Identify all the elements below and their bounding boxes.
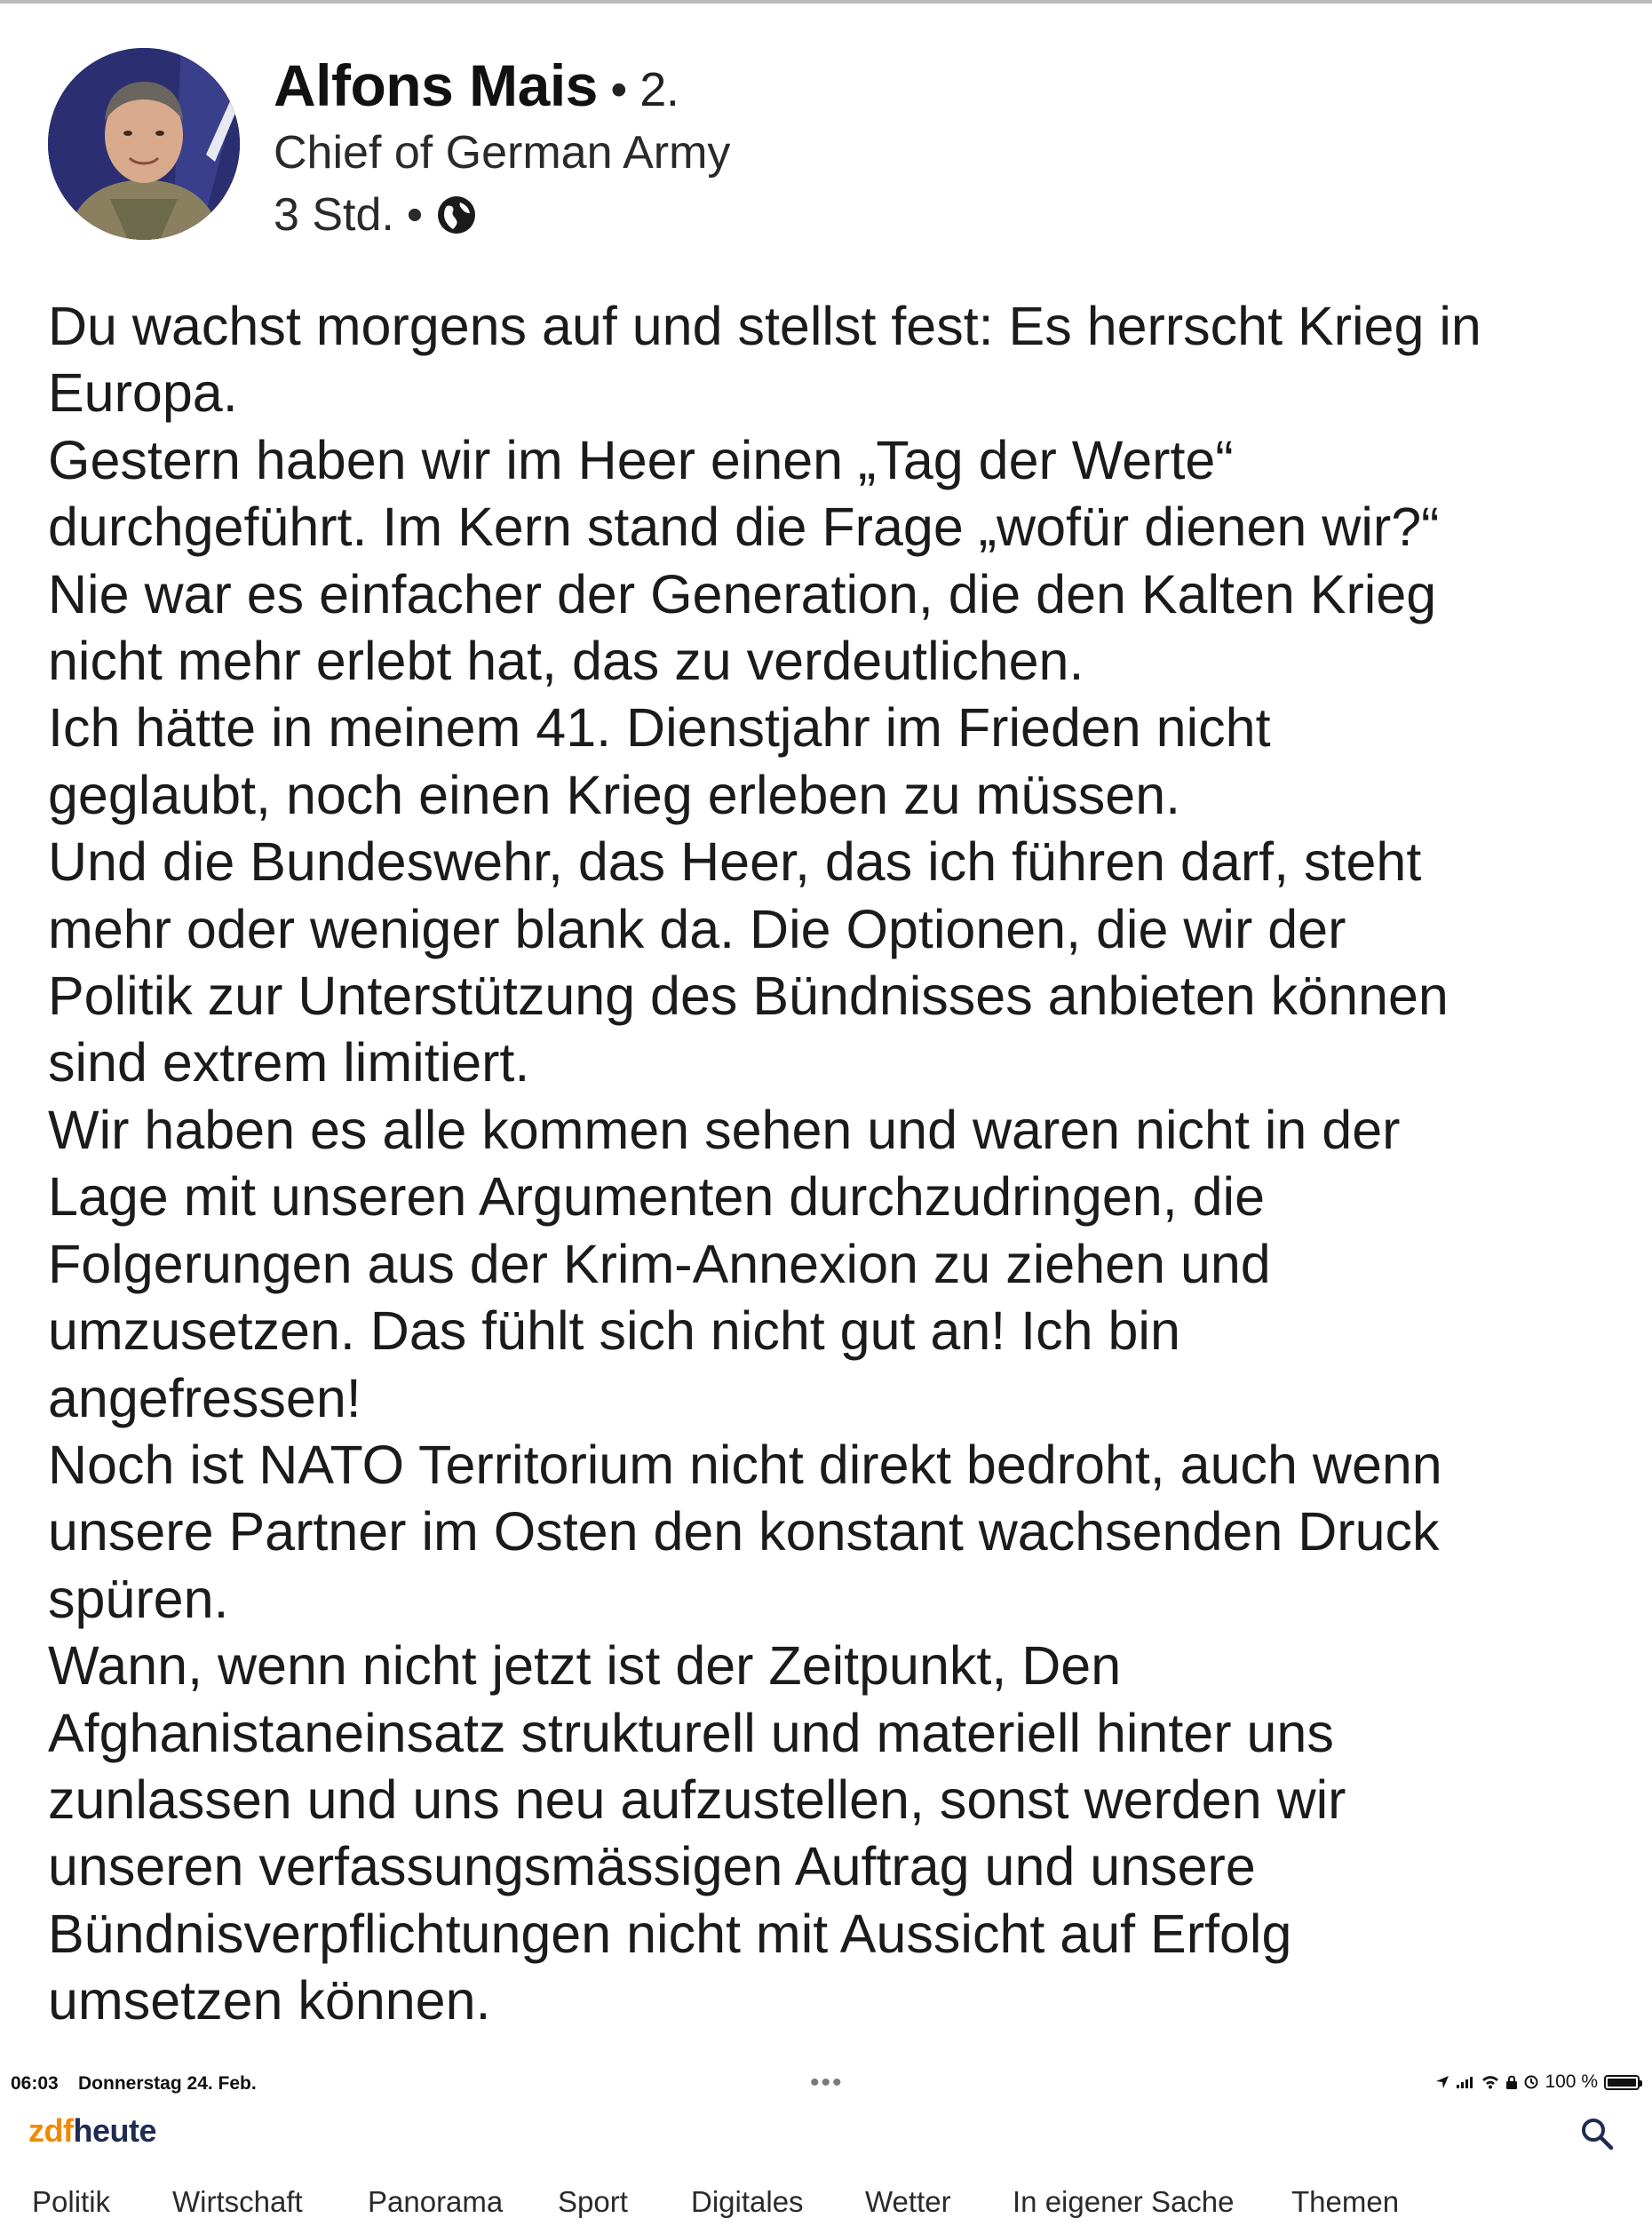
zdfheute-logo[interactable] — [28, 2112, 156, 2150]
post-text-line: Gestern haben wir im Heer einen „Tag der Werte“ — [48, 429, 1234, 490]
author-name[interactable] — [274, 52, 679, 119]
post-text — [48, 293, 1629, 2035]
author-avatar[interactable] — [48, 48, 240, 240]
nav-item-wirtschaft[interactable]: Wirtschaft — [172, 2185, 303, 2218]
author-name-text[interactable]: Alfons Mais — [274, 52, 598, 118]
post-text-line: unsere Partner im Osten den konstant wachsenden Druck — [48, 1501, 1440, 1562]
status-date: Donnerstag 24. Feb. — [78, 2073, 257, 2094]
post-text-line: Europa. — [48, 362, 238, 424]
post-text-line: sind extrem limitiert. — [48, 1032, 530, 1093]
lock-icon — [1505, 2075, 1518, 2089]
post-text-line: Ich hätte in meinem 41. Dienstjahr im Frieden nicht — [48, 697, 1271, 759]
post-text-line: umzusetzen. Das fühlt sich nicht gut an! Ich bin — [48, 1300, 1180, 1362]
top-divider — [0, 0, 1652, 4]
multitasking-dots-icon[interactable]: ••• — [810, 2068, 844, 2097]
nav-item-panorama[interactable]: Panorama — [368, 2185, 504, 2218]
post-text-line: Afghanistaneinsatz strukturell und materiell hinter uns — [48, 1702, 1334, 1763]
post-text-line: Wann, wenn nicht jetzt ist der Zeitpunkt, Den — [48, 1635, 1122, 1697]
search-icon[interactable] — [1579, 2116, 1615, 2151]
post-text-line: spüren. — [48, 1568, 229, 1629]
nav-item-politik[interactable]: Politik — [32, 2185, 111, 2218]
post-text-line: Politik zur Unterstützung des Bündnisses anbieten können — [48, 966, 1449, 1027]
author-headline: Chief of German Army — [274, 127, 731, 179]
post-text-line: umsetzen können. — [48, 1970, 491, 2031]
location-arrow-icon — [1435, 2075, 1449, 2089]
nav-item-themen[interactable]: Themen — [1291, 2185, 1400, 2218]
connection-degree: • 2. — [597, 63, 679, 116]
meta-separator: • — [406, 189, 424, 241]
alarm-icon — [1524, 2075, 1538, 2089]
post-text-line: nicht mehr erlebt hat, das zu verdeutlichen. — [48, 631, 1084, 692]
post-text-line: Bündnisverpflichtungen nicht mit Aussicht auf Erfolg — [48, 1903, 1292, 1964]
post-text-line: unseren verfassungsmässigen Auftrag und unsere — [48, 1836, 1256, 1897]
post-text-line: durchgeführt. Im Kern stand die Frage „wofür dienen wir?“ — [48, 497, 1440, 558]
logo-heute: heute — [73, 2112, 156, 2149]
status-indicators — [1435, 2071, 1640, 2093]
wifi-icon — [1481, 2075, 1499, 2089]
post-text-line: angefressen! — [48, 1367, 361, 1428]
nav-item-wetter[interactable]: Wetter — [865, 2185, 951, 2218]
post-text-line: Nie war es einfacher der Generation, die den Kalten Krieg — [48, 563, 1437, 624]
logo-zdf: zdf — [28, 2112, 74, 2149]
battery-percentage: 100 % — [1545, 2071, 1598, 2092]
post-text-line: Und die Bundeswehr, das Heer, das ich führen darf, steht — [48, 831, 1422, 893]
nav-item-digitales[interactable]: Digitales — [691, 2185, 804, 2218]
post-text-line: Wir haben es alle kommen sehen und waren nicht in der — [48, 1099, 1401, 1160]
post-text-line: Folgerungen aus der Krim-Annexion zu ziehen und — [48, 1233, 1271, 1294]
post-time: 3 Std. — [274, 189, 394, 241]
post-text-line: Du wachst morgens auf und stellst fest: Es herrscht Krieg in — [48, 296, 1481, 356]
post-text-line: geglaubt, noch einen Krieg erleben zu müssen. — [48, 764, 1181, 825]
battery-icon — [1604, 2075, 1640, 2090]
status-time: 06:03 — [11, 2073, 59, 2094]
post-text-line: zunlassen und uns neu aufzustellen, sonst werden wir — [48, 1769, 1346, 1830]
globe-icon — [435, 194, 478, 236]
nav-item-in-eigener-sache[interactable]: In eigener Sache — [1013, 2185, 1235, 2218]
post-text-line: Lage mit unseren Argumenten durchzudringen, die — [48, 1166, 1265, 1228]
cellular-signal-icon — [1456, 2075, 1475, 2089]
status-bar — [0, 2063, 1652, 2107]
post-text-line: mehr oder weniger blank da. Die Optionen, die wir der — [48, 898, 1346, 959]
nav-item-sport[interactable]: Sport — [558, 2185, 628, 2218]
post-text-line: Noch ist NATO Territorium nicht direkt bedroht, auch wenn — [48, 1434, 1442, 1495]
post-meta — [274, 188, 478, 242]
category-nav — [0, 2176, 1652, 2230]
